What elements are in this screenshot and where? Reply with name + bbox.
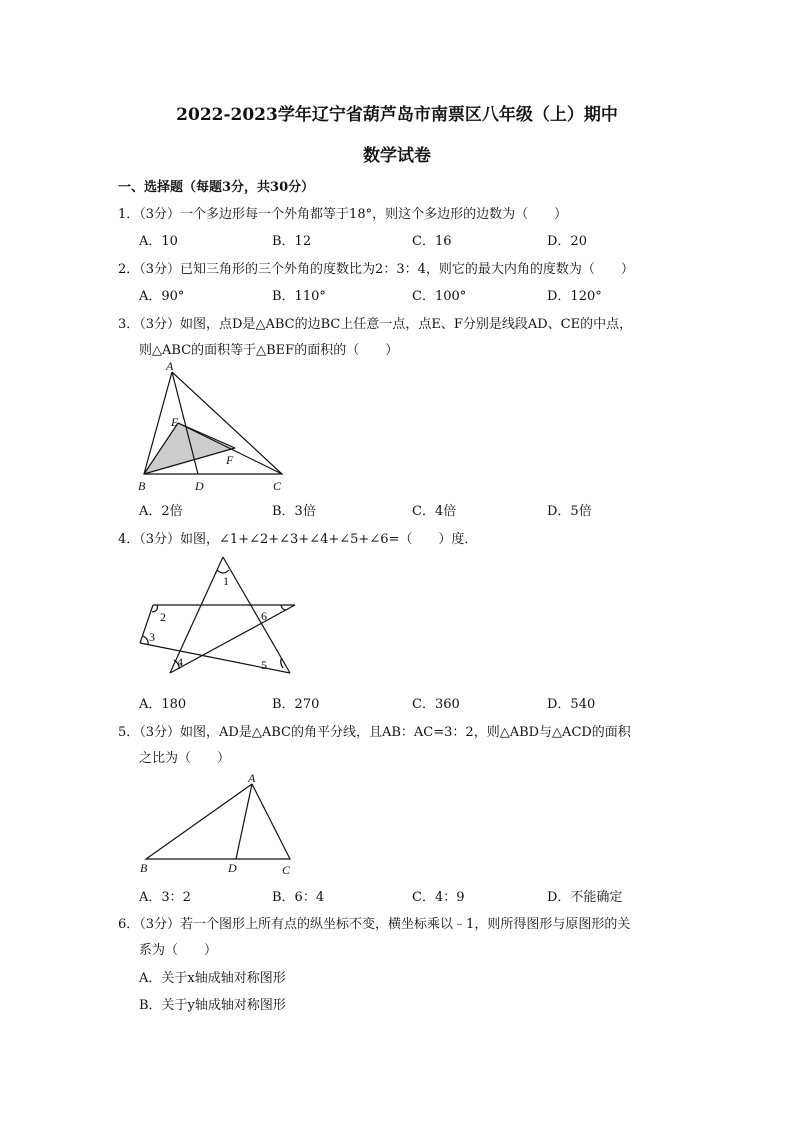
q4-label-1: 1	[223, 574, 229, 588]
q3-label-d: D	[195, 479, 204, 493]
q4-arc-1	[217, 570, 229, 573]
question-6-text-line1: 6．（3分）若一个图形上所有点的纵坐标不变，横坐标乘以﹣1，则所得图形与原图形的关	[118, 917, 631, 932]
q5-label-d: D	[228, 861, 237, 875]
q4-option-b[interactable]: B．270	[272, 697, 320, 712]
q5-segment-ad	[236, 784, 252, 859]
q3-option-d[interactable]: D．5倍	[547, 504, 592, 519]
question-1-text: 1．（3分）一个多边形每一个外角都等于18°，则这个多边形的边数为（ ）	[118, 207, 568, 222]
page-subtitle: 数学试卷	[363, 146, 431, 166]
question-6-text-line2: 系为（ ）	[139, 943, 218, 958]
q4-label-2: 2	[160, 610, 166, 624]
section-heading: 一、选择题（每题3分，共30分）	[118, 180, 315, 195]
q1-option-a[interactable]: A．10	[139, 234, 178, 249]
q4-option-c[interactable]: C．360	[412, 697, 460, 712]
q4-line-star-right	[223, 557, 290, 673]
q1-option-b[interactable]: B．12	[272, 234, 312, 249]
q4-option-d[interactable]: D．540	[547, 697, 596, 712]
q3-label-e: E	[171, 415, 179, 429]
q5-option-b[interactable]: B．6：4	[272, 890, 325, 905]
q1-option-d[interactable]: D．20	[547, 234, 587, 249]
q4-arc-6	[281, 605, 286, 610]
question-3-text-line2: 则△ABC的面积等于△BEF的面积的（ ）	[139, 343, 399, 358]
q2-option-a[interactable]: A．90°	[139, 289, 185, 304]
question-3-text-line1: 3．（3分）如图，点D是△ABC的边BC上任意一点，点E、F分别是线段AD、CE的中点，	[118, 317, 633, 332]
q3-label-b: B	[138, 479, 146, 493]
q4-line-cross	[170, 605, 295, 673]
q4-label-4: 4	[177, 655, 183, 669]
question-2-text: 2．（3分）已知三角形的三个外角的度数比为2：3：4，则它的最大内角的度数为（ ）	[118, 262, 634, 277]
q5-option-c[interactable]: C．4：9	[412, 890, 465, 905]
q3-option-c[interactable]: C．4倍	[412, 504, 457, 519]
q4-label-5: 5	[261, 658, 267, 672]
question-5-text-line2: 之比为（ ）	[139, 751, 231, 766]
q6-option-b[interactable]: B．关于y轴成轴对称图形	[139, 998, 286, 1013]
q5-label-c: C	[282, 863, 291, 877]
question-4-text: 4．（3分）如图，∠1+∠2+∠3+∠4+∠5+∠6=（ ）度．	[118, 532, 478, 547]
q3-option-a[interactable]: A．2倍	[139, 504, 183, 519]
q5-label-b: B	[140, 861, 148, 875]
q2-option-b[interactable]: B．110°	[272, 289, 326, 304]
q5-triangle-abc	[146, 784, 290, 859]
q6-option-a[interactable]: A．关于x轴成轴对称图形	[139, 971, 286, 986]
q3-figure	[130, 360, 300, 496]
q5-label-a: A	[248, 771, 256, 785]
question-5-text-line1: 5．（3分）如图，AD是△ABC的角平分线，且AB：AC=3：2，则△ABD与△ACD的面积	[118, 725, 631, 740]
page-title: 2022-2023学年辽宁省葫芦岛市南票区八年级（上）期中	[176, 105, 618, 125]
q4-option-a[interactable]: A．180	[139, 697, 187, 712]
q5-option-a[interactable]: A．3：2	[139, 890, 191, 905]
q5-option-d[interactable]: D．不能确定	[547, 890, 623, 905]
q4-line-bottom	[140, 643, 290, 673]
q5-figure	[132, 768, 302, 878]
q3-label-a: A	[166, 360, 174, 373]
q1-option-c[interactable]: C．16	[412, 234, 452, 249]
q3-label-f: F	[226, 453, 234, 467]
q4-figure	[130, 548, 305, 683]
q4-label-6: 6	[261, 609, 267, 623]
q2-option-d[interactable]: D．120°	[547, 289, 602, 304]
q3-shaded-triangle-bef	[144, 423, 235, 474]
q3-label-c: C	[273, 479, 282, 493]
q3-option-b[interactable]: B．3倍	[272, 504, 316, 519]
q2-option-c[interactable]: C．100°	[412, 289, 467, 304]
q4-label-3: 3	[149, 630, 155, 644]
